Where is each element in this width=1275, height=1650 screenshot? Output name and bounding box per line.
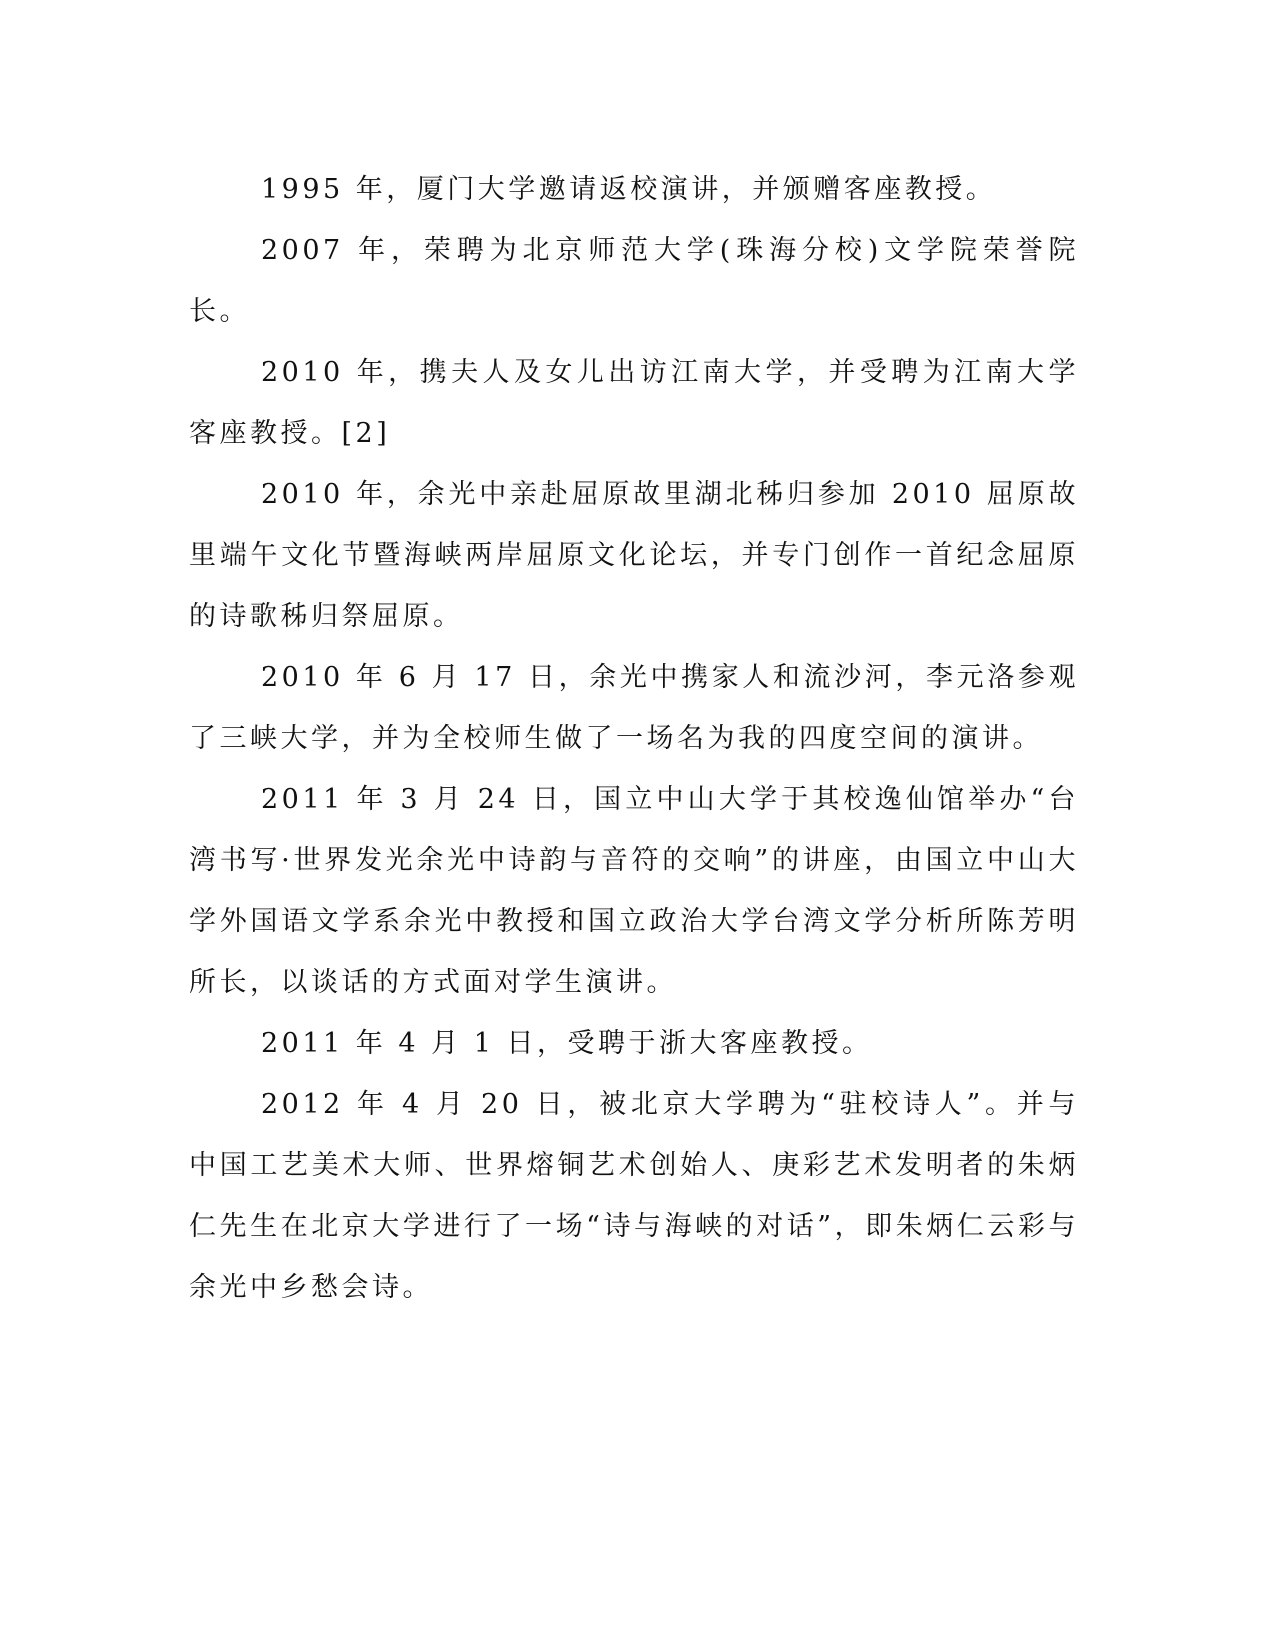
paragraph-2010-jiangnan: 2010 年，携夫人及女儿出访江南大学，并受聘为江南大学客座教授。[2] [189,357,1079,449]
paragraph-2012-04-20: 2012 年 4 月 20 日，被北京大学聘为“驻校诗人”。并与中国工艺美术大师、世界熔铜艺术创始人、庚彩艺术发明者的朱炳仁先生在北京大学进行了一场“诗与海峡的对话”，即朱炳仁云彩与余光中乡愁会诗。 [189,1089,1079,1303]
paragraph-2011-04-01: 2011 年 4 月 1 日，受聘于浙大客座教授。 [261,1028,873,1059]
paragraph-2007: 2007 年，荣聘为北京师范大学(珠海分校)文学院荣誉院长。 [189,235,1079,327]
paragraph-2010-06-17: 2010 年 6 月 17 日，余光中携家人和流沙河，李元洛参观了三峡大学，并为全校师生做了一场名为我的四度空间的演讲。 [189,662,1079,754]
paragraph-2010-quyuan: 2010 年，余光中亲赴屈原故里湖北秭归参加 2010 屈原故里端午文化节暨海峡两岸屈原文化论坛，并专门创作一首纪念屈原的诗歌秭归祭屈原。 [189,479,1079,632]
paragraph-2011-03-24: 2011 年 3 月 24 日，国立中山大学于其校逸仙馆举办“台湾书写·世界发光余光中诗韵与音符的交响”的讲座，由国立中山大学外国语文学系余光中教授和国立政治大学台湾文学分析所陈芳明所长，以谈话的方式面对学生演讲。 [189,784,1079,998]
document-body [189,159,1079,1318]
paragraph-1995: 1995 年，厦门大学邀请返校演讲，并颁赠客座教授。 [261,174,997,205]
